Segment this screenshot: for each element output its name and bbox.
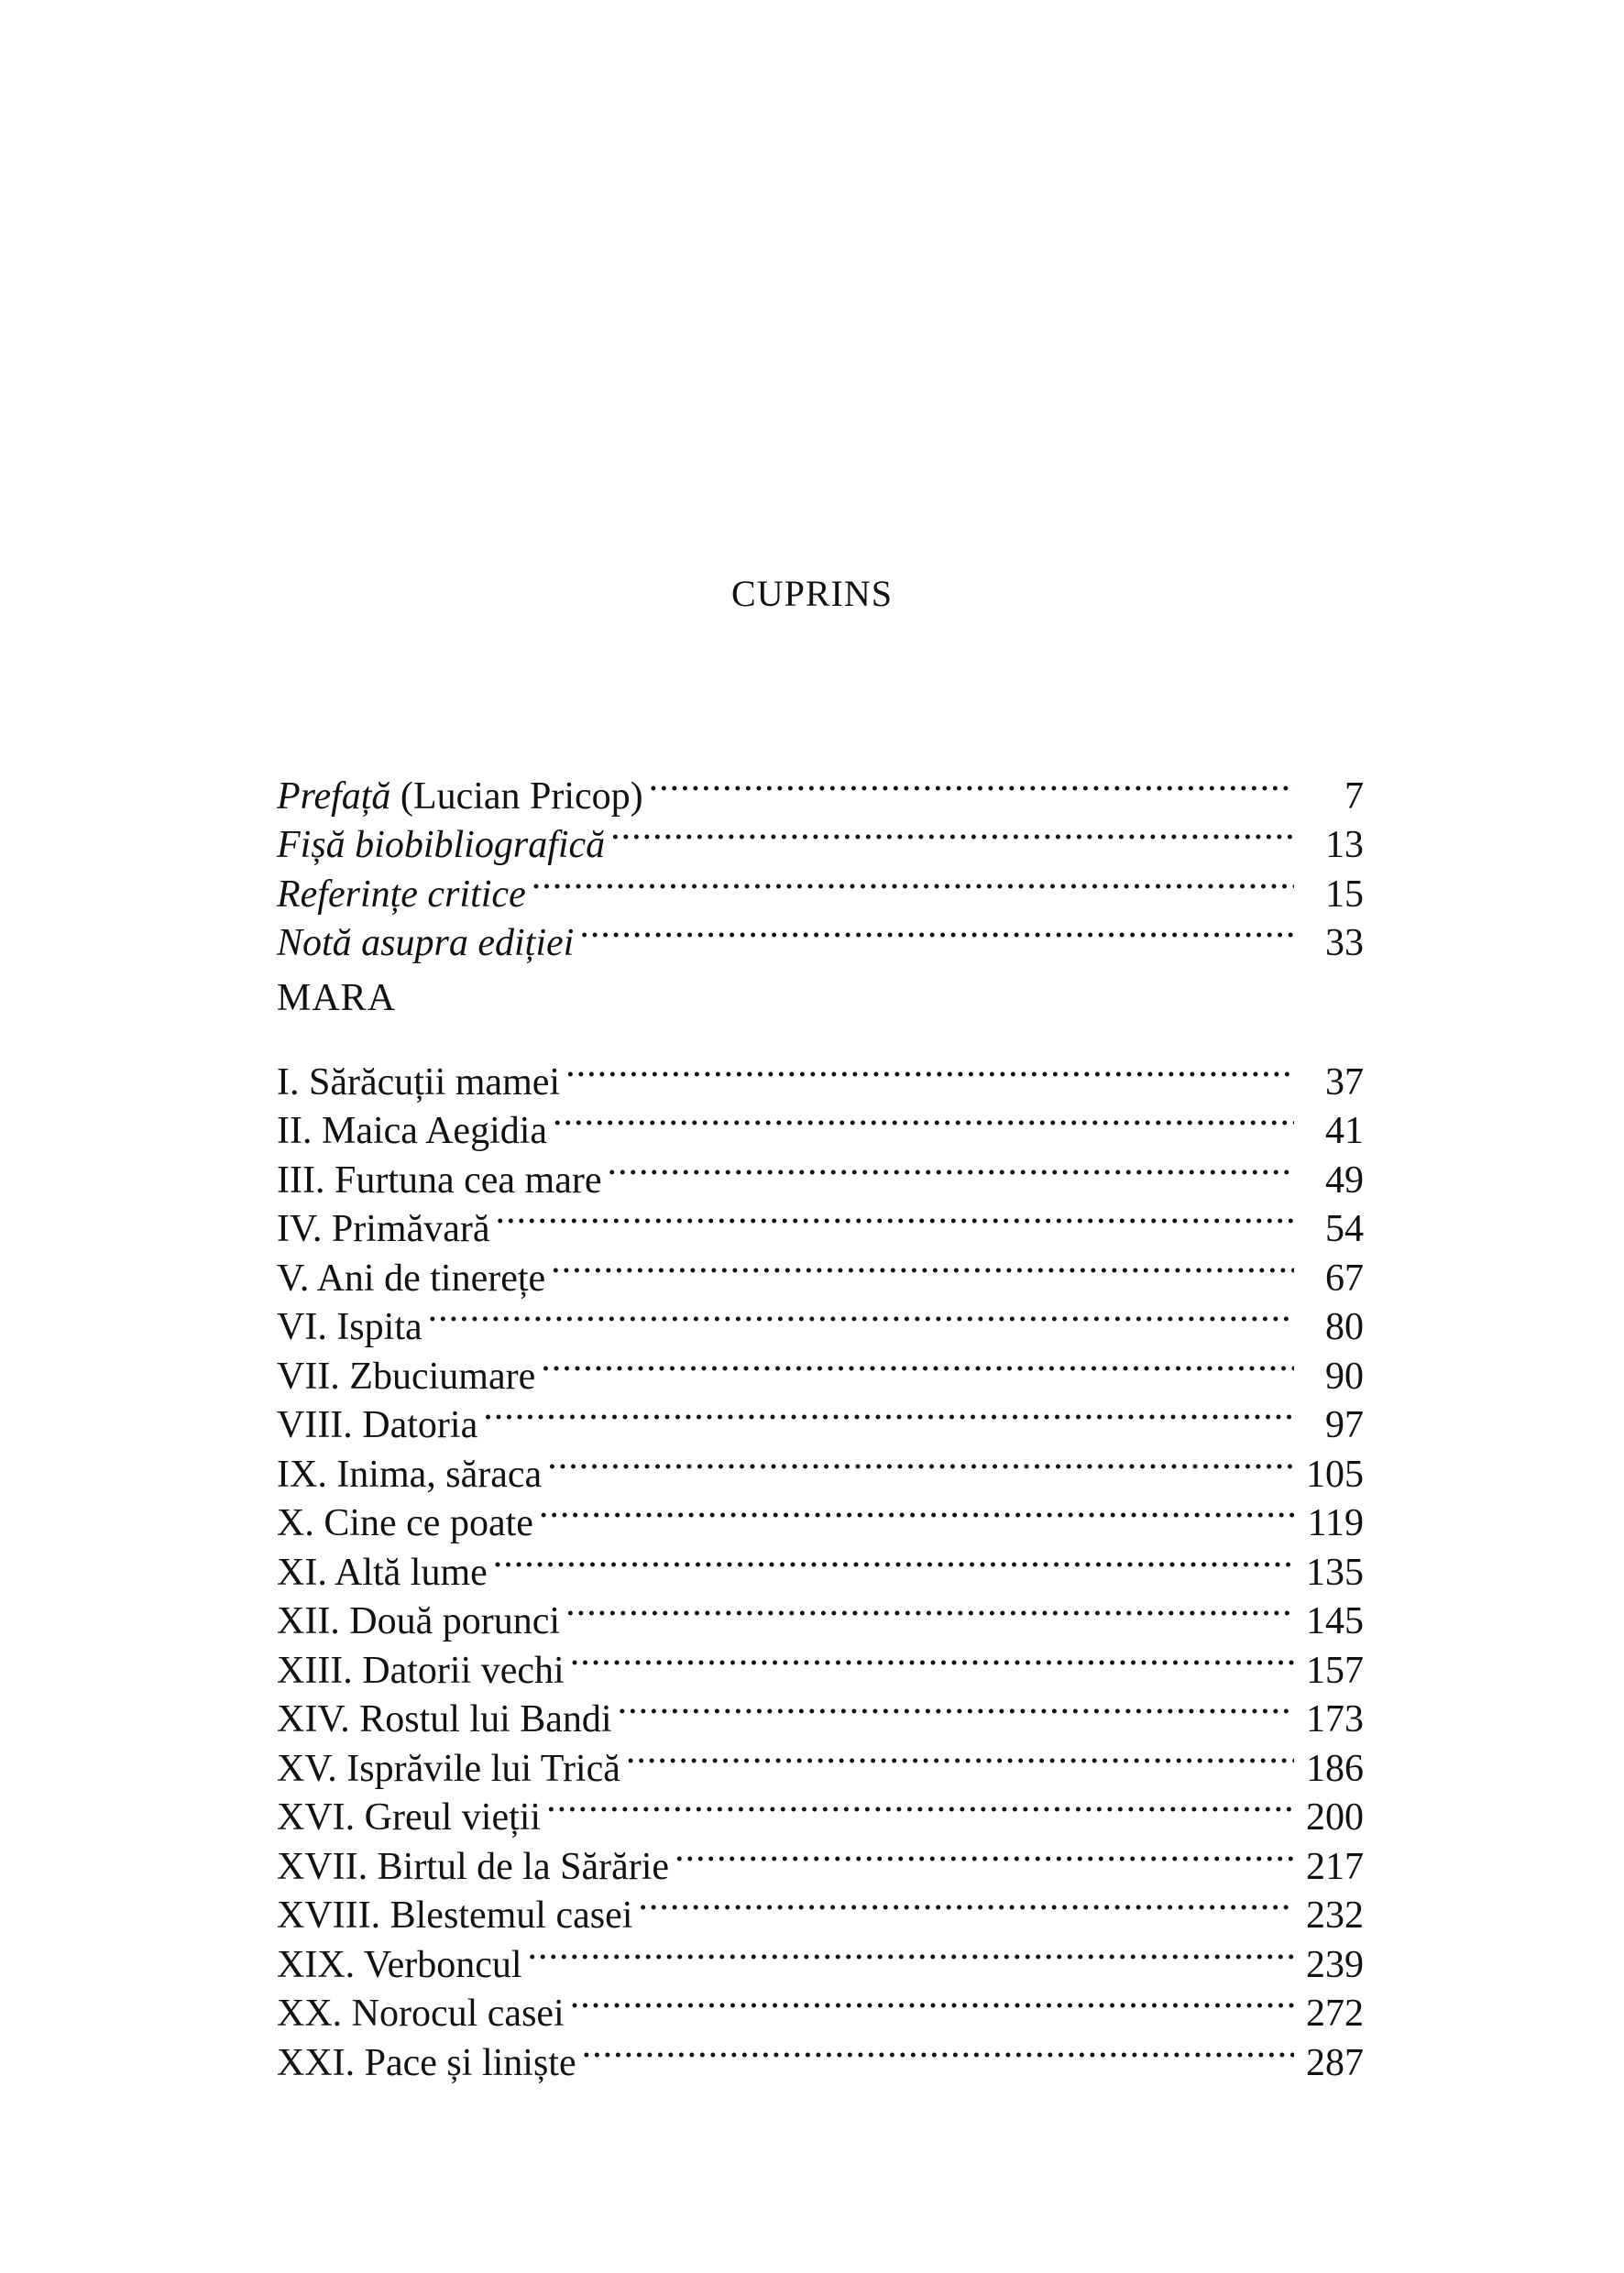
toc-entry-page: 105: [1306, 1453, 1364, 1496]
toc-chapter-entry: [277, 1045, 1364, 1104]
toc-entry-label: I. Sărăcuții mamei: [277, 1060, 561, 1104]
toc-entry-label: XII. Două porunci: [277, 1600, 561, 1642]
front-matter-list: [277, 759, 1364, 964]
toc-entry-label: Referințe critice: [277, 873, 526, 916]
dot-leader: [638, 1879, 1294, 1928]
toc-entry-label: X. Cine ce poate: [277, 1502, 533, 1544]
toc-entry-page: 15: [1325, 873, 1364, 916]
toc-title: CUPRINS: [731, 573, 893, 614]
dot-leader: [428, 1290, 1294, 1340]
dot-leader: [565, 1045, 1294, 1094]
toc-entry-page: 90: [1325, 1355, 1364, 1398]
toc-entry-page: 173: [1306, 1698, 1364, 1740]
toc-entry-label: XVI. Greul vieții: [277, 1796, 542, 1839]
dot-leader: [541, 1339, 1294, 1389]
toc-entry-page: 217: [1306, 1845, 1364, 1888]
toc-entry-page: 54: [1325, 1208, 1364, 1250]
dot-leader: [649, 759, 1294, 808]
toc-entry-label: XX. Norocul casei: [277, 1993, 565, 2035]
toc-entry-label: XVII. Birtul de la Sărărie: [277, 1845, 670, 1888]
toc-entry-page: 49: [1325, 1158, 1364, 1202]
toc-entry-label: [277, 773, 643, 822]
toc-entry-label: XXI. Pace și liniște: [277, 2041, 576, 2084]
dot-leader: [539, 1487, 1294, 1536]
toc-entry-page: 67: [1325, 1257, 1364, 1300]
toc-entry-page: 135: [1306, 1551, 1364, 1594]
toc-entry-label: Notă asupra ediției: [277, 922, 575, 964]
toc-entry-page: 33: [1325, 922, 1364, 964]
dot-leader: [528, 1927, 1294, 1977]
dot-leader: [546, 1781, 1294, 1830]
toc-entry-page: 97: [1325, 1404, 1364, 1446]
toc-entry-label: IX. Inima, săraca: [277, 1453, 543, 1496]
toc-chapter-entry: [277, 1290, 1364, 1348]
toc-entry-page: 145: [1306, 1600, 1364, 1642]
toc-chapter-entry: [277, 1339, 1364, 1398]
dot-leader: [618, 1683, 1294, 1732]
toc-entry-label: II. Maica Aegidia: [277, 1110, 548, 1152]
dot-leader: [553, 1094, 1294, 1144]
toc-entry-page: 239: [1306, 1943, 1364, 1986]
toc-entry-page: 80: [1325, 1306, 1364, 1348]
toc-entry-label: XIII. Datorii vechi: [277, 1649, 565, 1692]
toc-entry-prefata: [277, 759, 1364, 818]
toc-entry-label: III. Furtuna cea mare: [277, 1158, 602, 1202]
toc-entry-page: 186: [1306, 1747, 1364, 1790]
chapter-list: [277, 1045, 1364, 2084]
toc-entry-label: XVIII. Blestemul casei: [277, 1894, 633, 1937]
toc-entry-page: 157: [1306, 1649, 1364, 1692]
toc-entry-title: Prefață: [277, 774, 391, 818]
dot-leader: [565, 1585, 1294, 1634]
toc-entry-page: 287: [1306, 2041, 1364, 2084]
dot-leader: [675, 1829, 1294, 1879]
section-heading: MARA: [277, 977, 397, 1019]
dot-leader: [607, 1143, 1294, 1192]
toc-entry-page: 41: [1325, 1110, 1364, 1152]
toc-entry-label: XIV. Rostul lui Bandi: [277, 1698, 612, 1740]
dot-leader: [493, 1535, 1294, 1585]
dot-leader: [483, 1389, 1294, 1438]
toc-entry-label: VI. Ispita: [277, 1306, 422, 1348]
toc-entry-page: 119: [1307, 1502, 1364, 1544]
toc-entry-label: XV. Isprăvile lui Trică: [277, 1747, 620, 1790]
dot-leader: [582, 2026, 1294, 2075]
dot-leader: [496, 1192, 1295, 1242]
toc-entry-label: VII. Zbuciumare: [277, 1355, 536, 1398]
toc-entry-author: (Lucian Pricop): [390, 774, 643, 818]
toc-entry-page: 272: [1306, 1993, 1364, 2035]
dot-leader: [610, 808, 1294, 858]
toc-entry-label: XIX. Verboncul: [277, 1943, 522, 1986]
dot-leader: [626, 1731, 1294, 1781]
toc-entry-label: IV. Primăvară: [277, 1208, 490, 1250]
dot-leader: [547, 1437, 1294, 1487]
dot-leader: [551, 1241, 1294, 1290]
toc-entry-label: VIII. Datoria: [277, 1404, 478, 1446]
toc-entry-page: 200: [1306, 1796, 1364, 1839]
toc-entry-label: Fișă biobibliografică: [277, 824, 606, 866]
toc-entry-page: 13: [1325, 824, 1364, 866]
toc-entry-page: 7: [1344, 774, 1364, 818]
dot-leader: [532, 857, 1294, 906]
toc-entry-label: V. Ani de tinerețe: [277, 1257, 546, 1300]
dot-leader: [579, 906, 1294, 956]
dot-leader: [570, 1977, 1294, 2026]
toc-entry-page: 232: [1306, 1894, 1364, 1937]
toc-entry-label: XI. Altă lume: [277, 1551, 488, 1594]
dot-leader: [570, 1633, 1294, 1683]
toc-entry-page: 37: [1325, 1060, 1364, 1104]
